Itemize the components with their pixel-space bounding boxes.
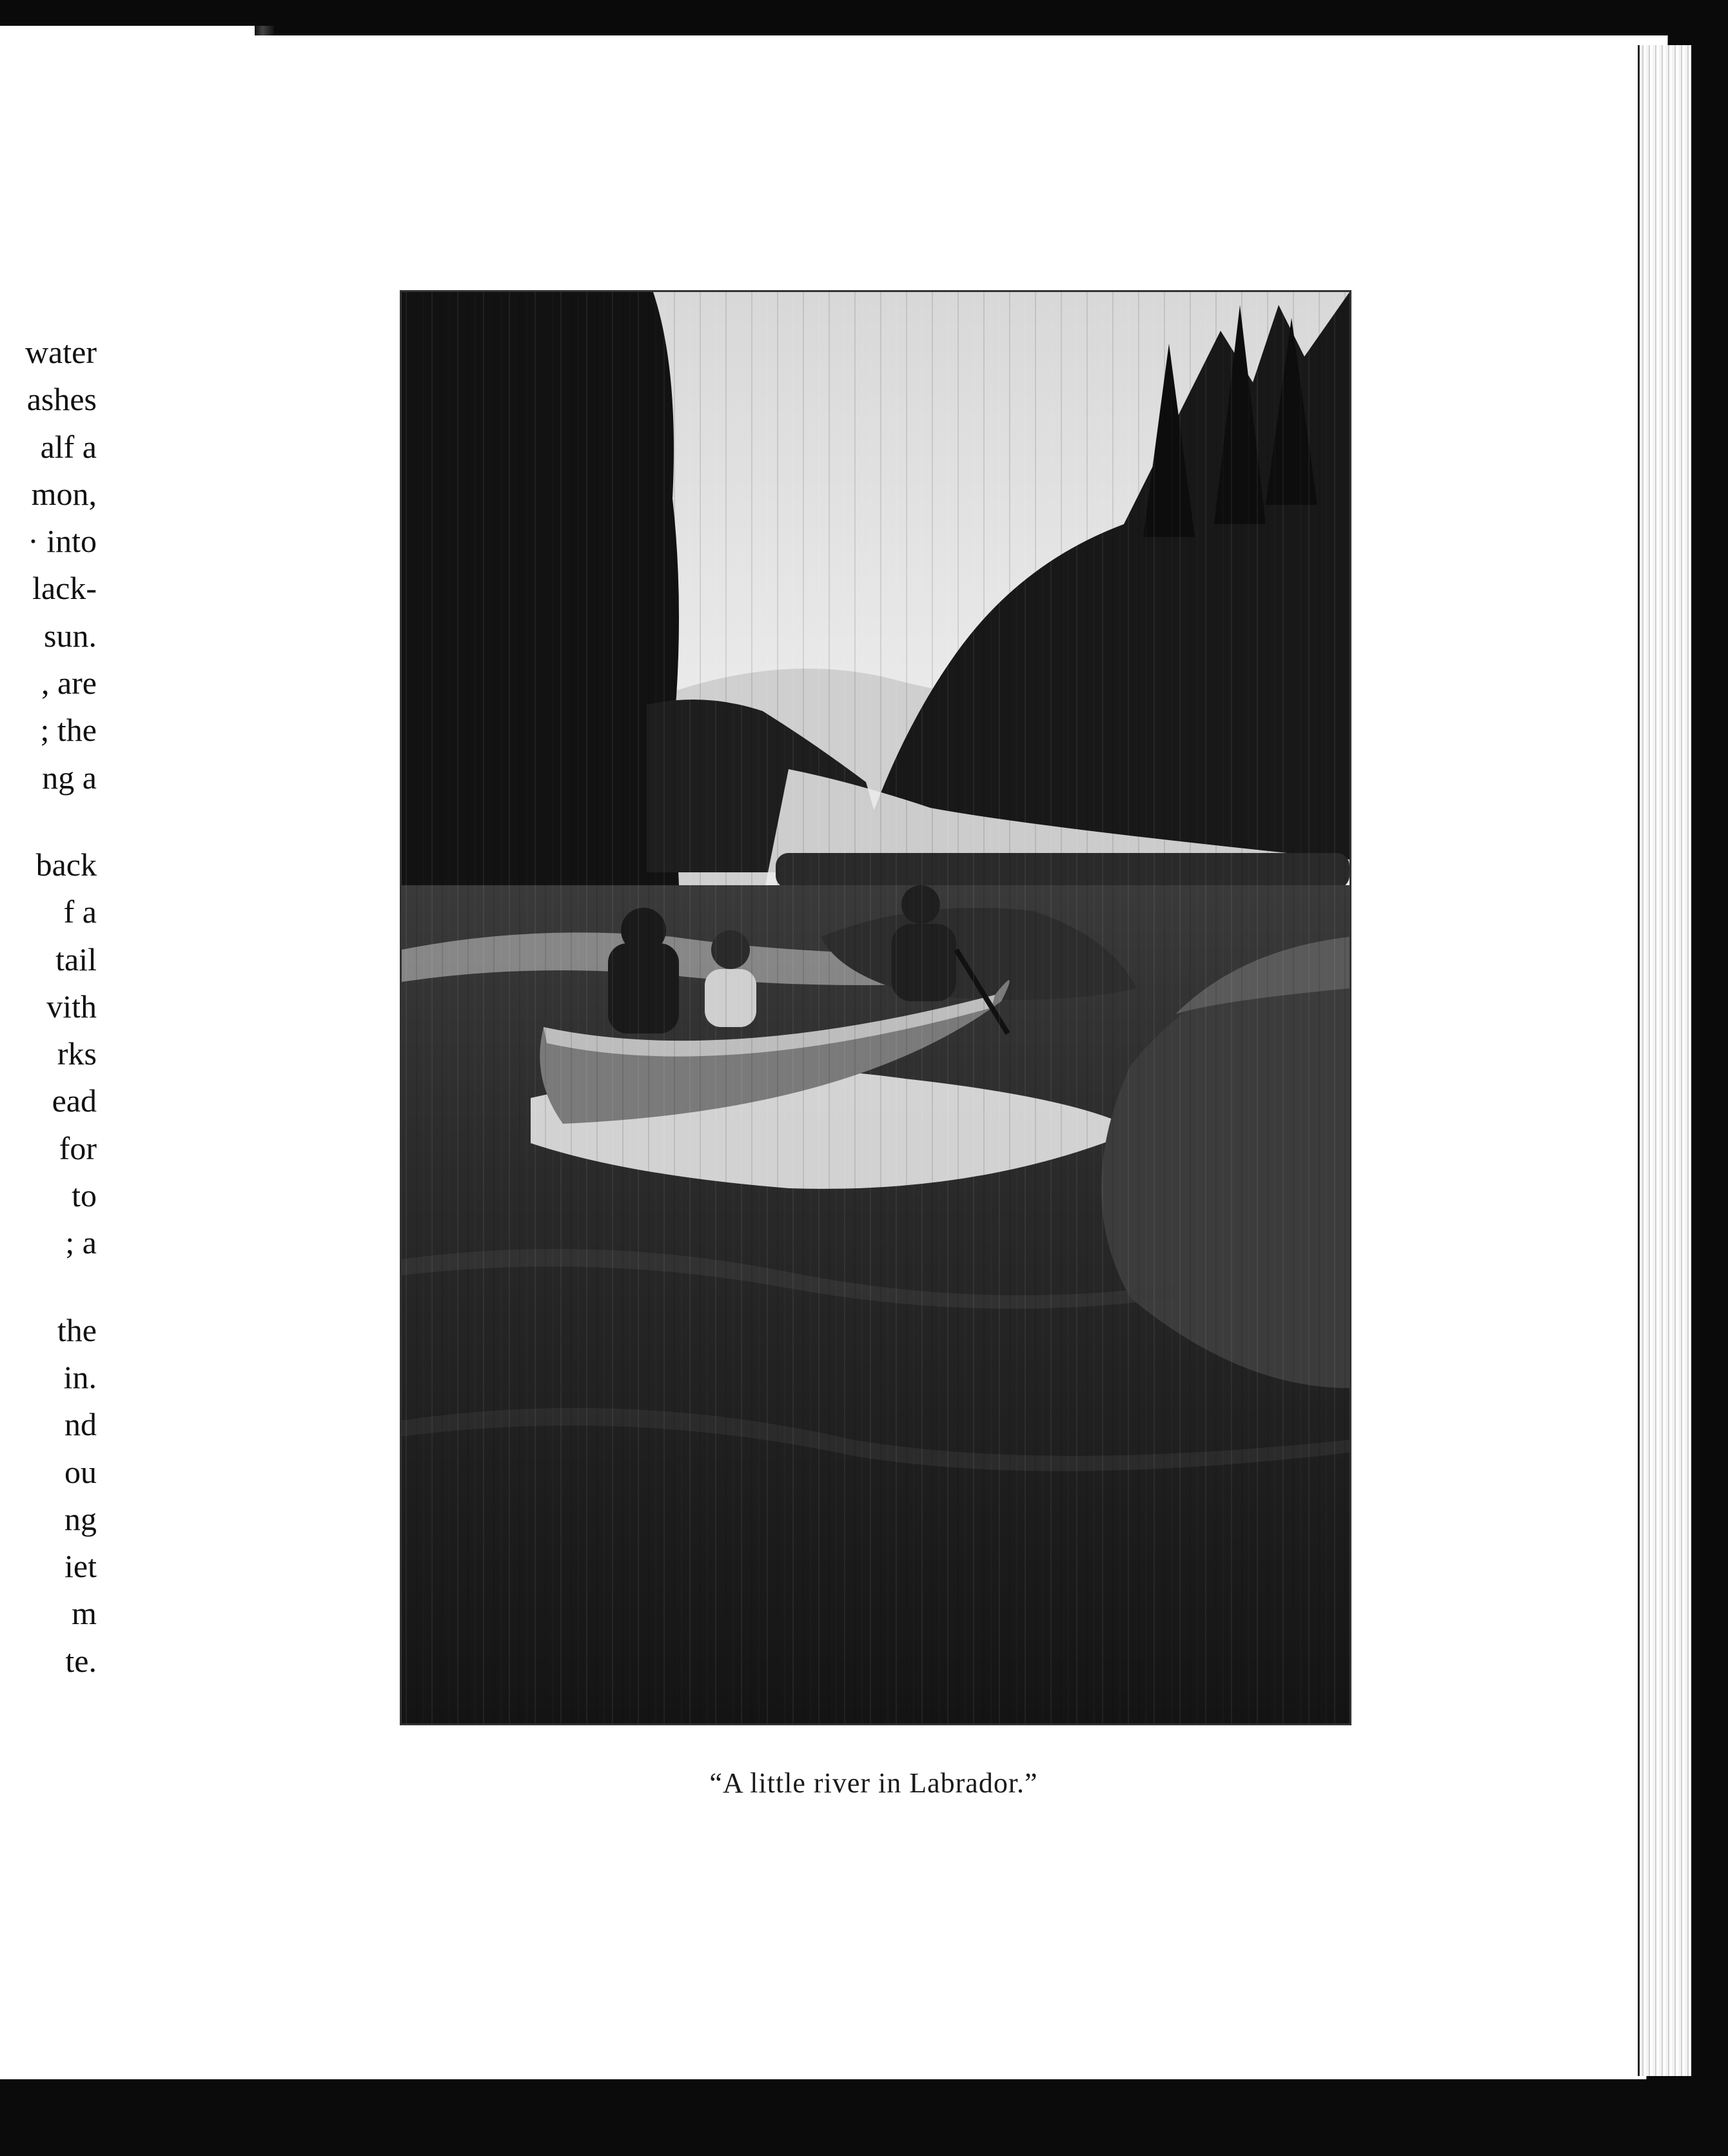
text-line: lack- [32,570,97,607]
text-line: alf a [40,428,97,465]
canoe-in-river-rapids-photo [400,290,1351,1725]
scan-background [0,2079,1728,2156]
paragraph-gap [0,1267,97,1307]
text-line: iet [64,1548,97,1585]
plate-caption: “A little river in Labrador.” [709,1767,1038,1799]
text-line: te. [65,1642,97,1679]
text-line: the [57,1311,97,1348]
text-line: for [59,1130,97,1166]
text-line: tail [55,941,97,977]
text-line: mon, [31,475,97,512]
text-line: ; the [40,712,97,749]
text-line: sun. [44,617,97,654]
text-line: ashes [26,381,97,418]
text-line: ; a [65,1224,97,1261]
text-line: ng [64,1500,97,1537]
text-line: f a [63,894,97,930]
text-line: ou [64,1453,97,1490]
text-line: m [72,1595,97,1632]
left-page-text-column [0,329,97,1685]
text-line: nd [64,1406,97,1443]
text-line: · into [28,523,97,560]
text-line: water [25,334,97,370]
text-line: back [35,846,97,883]
text-line: vith [46,988,97,1024]
text-line: ead [52,1083,97,1119]
text-line: ng a [42,759,97,796]
text-line: in. [63,1358,97,1395]
photo-illustration [402,292,1350,1723]
page-edges [1638,45,1691,2076]
text-line: rks [57,1035,97,1072]
text-line: , are [41,665,97,701]
text-line: to [72,1177,97,1214]
paragraph-gap [0,801,97,841]
